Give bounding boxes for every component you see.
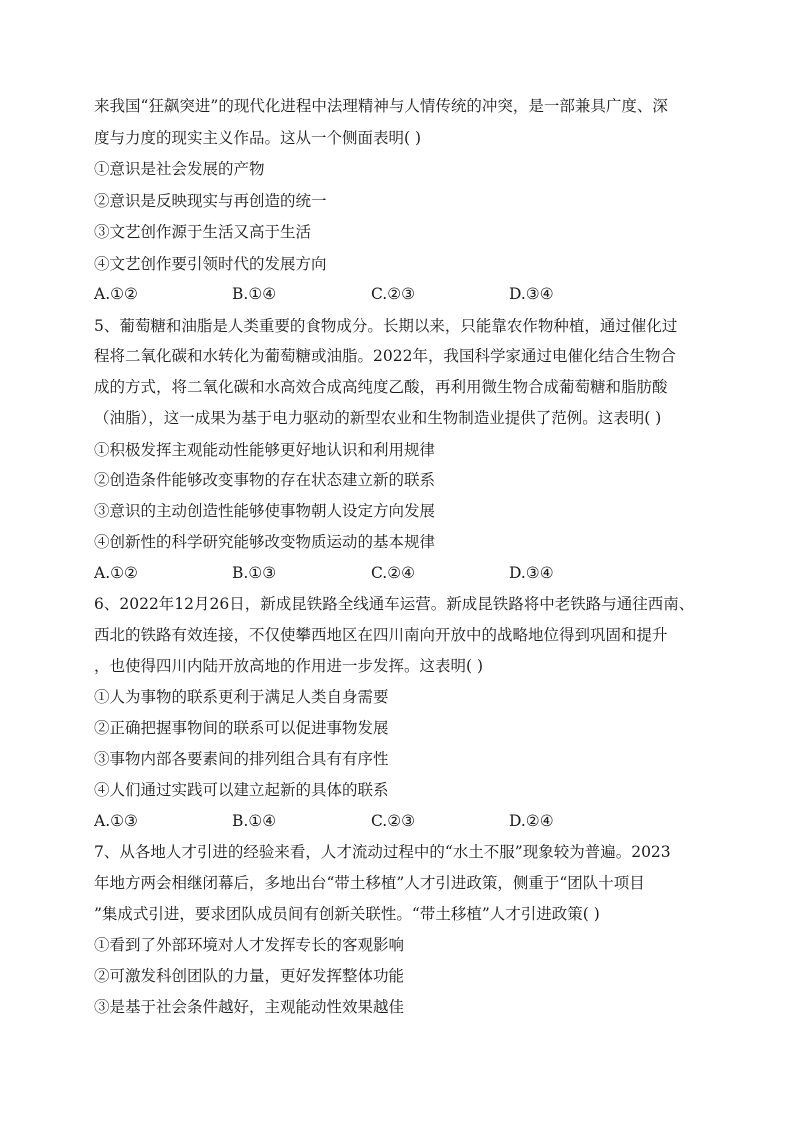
q6-option-a: A.①③: [94, 812, 138, 830]
q4-item-2: ②意识是反映现实与再创造的统一: [94, 192, 327, 210]
q7-item-2: ②可激发科创团队的力量，更好发挥整体功能: [94, 967, 405, 985]
q7-stem-line-2: 年地方两会相继闭幕后，多地出台“带土移植”人才引进政策，侧重于“团队十项目: [94, 874, 645, 892]
q4-stem-line-2: 度与力度的现实主义作品。这从一个侧面表明( ): [94, 129, 422, 147]
q4-item-4: ④文艺创作要引领时代的发展方向: [94, 255, 327, 273]
q6-stem-line-2: 西北的铁路有效连接，不仅使攀西地区在四川南向开放中的战略地位得到巩固和提升: [94, 626, 668, 644]
q4-option-a: A.①②: [94, 285, 138, 303]
q5-stem-line-3: 成的方式，将二氧化碳和水高效合成高纯度乙酸，再利用微生物合成葡萄糖和脂肪酸: [94, 378, 668, 396]
q4-options: [94, 284, 714, 304]
q6-stem-line-3: ，也使得四川内陆开放高地的作用进一步发挥。这表明( ): [94, 657, 484, 675]
q6-option-c: C.②③: [371, 812, 416, 830]
q5-option-a: A.①②: [94, 564, 138, 582]
q5-option-c: C.②④: [371, 564, 416, 582]
q5-item-2: ②创造条件能够改变事物的存在状态建立新的联系: [94, 471, 436, 489]
q6-item-4: ④人们通过实践可以建立起新的具体的联系: [94, 781, 389, 799]
q5-stem-line-4: （油脂），这一成果为基于电力驱动的新型农业和生物制造业提供了范例。这表明( ): [94, 409, 662, 427]
q7-stem-line-3: ”集成式引进，要求团队成员间有创新关联性。“带土移植”人才引进政策( ): [94, 905, 600, 923]
q4-item-3: ③文艺创作源于生活又高于生活: [94, 223, 312, 241]
q4-option-c: C.②③: [371, 285, 416, 303]
q6-stem-line-1: 6、2022年12月26日，新成昆铁路全线通车运营。新成昆铁路将中老铁路与通往西南、: [94, 595, 695, 613]
q4-item-1: ①意识是社会发展的产物: [94, 160, 265, 178]
q7-stem-line-1: 7、从各地人才引进的经验来看，人才流动过程中的“水土不服”现象较为普遍。2023: [94, 843, 671, 861]
q6-item-1: ①人为事物的联系更利于满足人类自身需要: [94, 688, 389, 706]
q5-option-d: D.③④: [509, 564, 554, 582]
q5-item-1: ①积极发挥主观能动性能够更好地认识和利用规律: [94, 441, 436, 459]
q4-stem-line-1: 来我国“狂飙突进”的现代化进程中法理精神与人情传统的冲突，是一部兼具广度、深: [94, 97, 668, 115]
q6-option-d: D.②④: [509, 812, 554, 830]
q5-option-b: B.①③: [232, 564, 277, 582]
q4-option-d: D.③④: [509, 285, 554, 303]
q5-stem-line-1: 5、葡萄糖和油脂是人类重要的食物成分。长期以来，只能靠农作物种植，通过催化过: [94, 317, 678, 335]
q5-options: [94, 563, 714, 583]
q5-item-3: ③意识的主动创造性能够使事物朝人设定方向发展: [94, 502, 436, 520]
q7-item-1: ①看到了外部环境对人才发挥专长的客观影响: [94, 936, 405, 954]
q5-item-4: ④创新性的科学研究能够改变物质运动的基本规律: [94, 533, 436, 551]
q6-option-b: B.①④: [232, 812, 277, 830]
q7-item-3: ③是基于社会条件越好，主观能动性效果越佳: [94, 998, 405, 1016]
q6-item-2: ②正确把握事物间的联系可以促进事物发展: [94, 719, 389, 737]
q6-item-3: ③事物内部各要素间的排列组合具有有序性: [94, 750, 389, 768]
q6-options: [94, 811, 714, 831]
q5-stem-line-2: 程将二氧化碳和水转化为葡萄糖或油脂。2022年，我国科学家通过电催化结合生物合: [94, 347, 676, 365]
q4-option-b: B.①④: [232, 285, 277, 303]
